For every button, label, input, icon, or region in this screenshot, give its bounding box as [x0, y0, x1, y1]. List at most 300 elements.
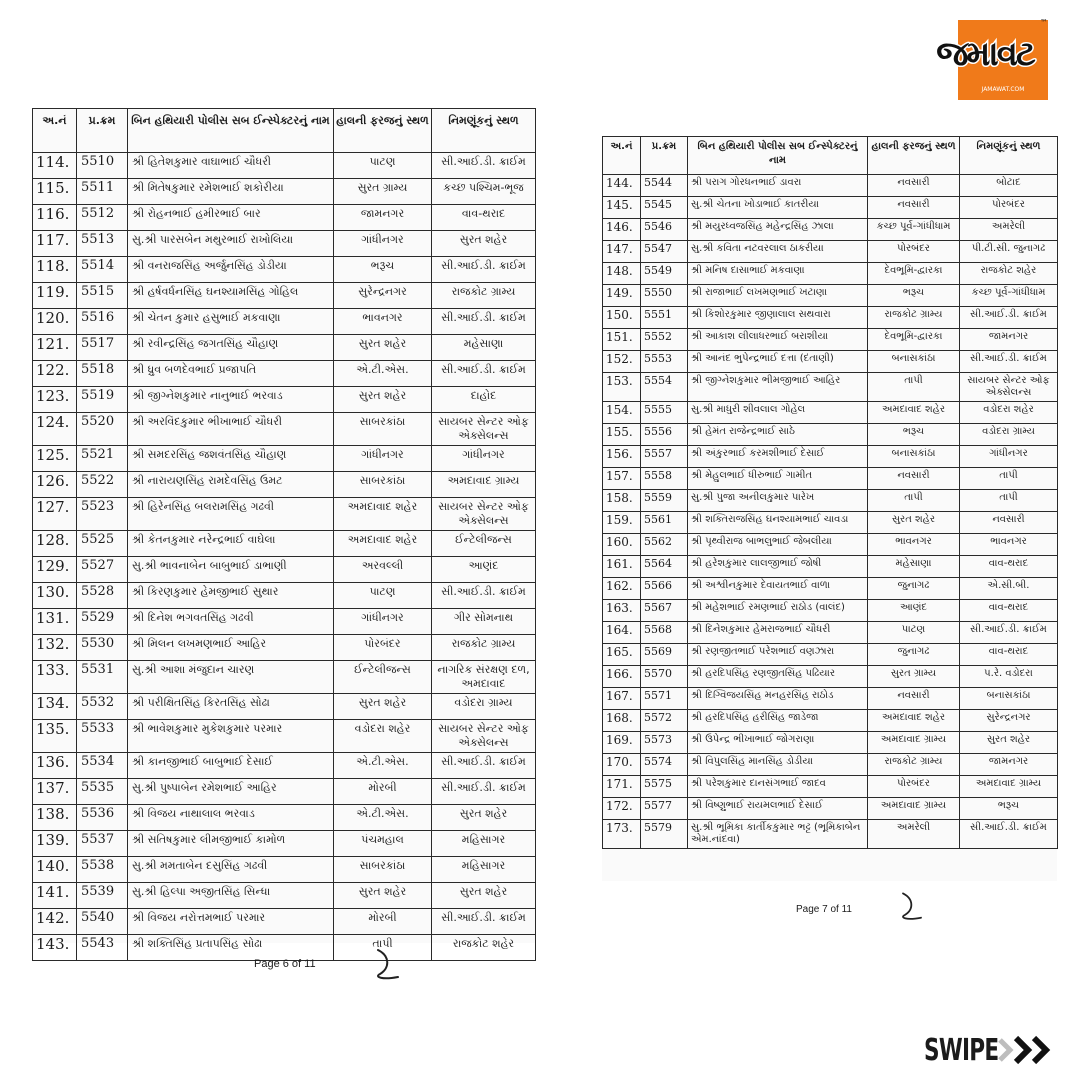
serial-cell: 127. — [33, 498, 77, 531]
order-number-cell: 5538 — [77, 857, 128, 883]
order-number-cell: 5550 — [641, 285, 688, 307]
officer-name-cell: શ્રી હિરેનસિંહ બલરામસિંહ ગઢવી — [128, 498, 334, 531]
order-number-cell: 5575 — [641, 776, 688, 798]
header-current-posting: હાલની ફરજનું સ્થળ — [334, 109, 432, 153]
new-posting-cell: સુરત શહેર — [432, 883, 536, 909]
order-number-cell: 5533 — [77, 720, 128, 753]
table-row — [33, 283, 536, 309]
table-row — [603, 329, 1058, 351]
order-number-cell: 5553 — [641, 351, 688, 373]
new-posting-cell: જામનગર — [960, 329, 1058, 351]
current-posting-cell: અમદાવાદ ગ્રામ્ય — [868, 732, 960, 754]
order-number-cell: 5544 — [641, 175, 688, 197]
serial-cell: 125. — [33, 446, 77, 472]
table-row — [33, 335, 536, 361]
new-posting-cell: સી.આઈ.ડી. ક્રાઈમ — [432, 909, 536, 935]
serial-cell: 160. — [603, 534, 641, 556]
new-posting-cell: ગાંધીનગર — [432, 446, 536, 472]
officer-name-cell: શ્રી અશ્વીનકુમાર દેવાયતભાઈ વાળા — [688, 578, 868, 600]
new-posting-cell: સી.આઈ.ડી. ક્રાઈમ — [432, 753, 536, 779]
officer-name-cell: શ્રી વિજય નાથાલાલ ભરવાડ — [128, 805, 334, 831]
serial-cell: 119. — [33, 283, 77, 309]
order-number-cell: 5528 — [77, 583, 128, 609]
table-row — [603, 219, 1058, 241]
serial-cell: 145. — [603, 197, 641, 219]
new-posting-cell: બનાસકાંઠા — [960, 688, 1058, 710]
serial-cell: 154. — [603, 402, 641, 424]
officer-name-cell: સુ.શ્રી માધુરી શીવલાલ ગોહેલ — [688, 402, 868, 424]
serial-cell: 135. — [33, 720, 77, 753]
table-body-left — [33, 153, 536, 961]
current-posting-cell: નવસારી — [868, 197, 960, 219]
order-number-cell: 5536 — [77, 805, 128, 831]
officer-name-cell: શ્રી પરેશકુમાર દાનસંગભાઈ જાદવ — [688, 776, 868, 798]
current-posting-cell: પાટણ — [868, 622, 960, 644]
current-posting-cell: ગાંધીનગર — [334, 231, 432, 257]
new-posting-cell: ઈન્ટેલીજન્સ — [432, 531, 536, 557]
new-posting-cell: સુરેન્દ્રનગર — [960, 710, 1058, 732]
new-posting-cell: રાજકોટ શહેર — [960, 263, 1058, 285]
serial-cell: 117. — [33, 231, 77, 257]
current-posting-cell: નવસારી — [868, 468, 960, 490]
new-posting-cell: મહિસાગર — [432, 831, 536, 857]
table-row — [603, 307, 1058, 329]
new-posting-cell: સાયબર સેન્ટર ઓફ એક્સેલન્સ — [960, 373, 1058, 402]
officer-name-cell: શ્રી જીગ્નેશકુમાર નાનુભાઈ ભરવાડ — [128, 387, 334, 413]
new-posting-cell: સી.આઈ.ડી. ક્રાઈમ — [960, 820, 1058, 849]
order-number-cell: 5567 — [641, 600, 688, 622]
table-row — [33, 935, 536, 961]
current-posting-cell: ભરૂચ — [868, 424, 960, 446]
current-posting-cell: અમદાવાદ શહેર — [334, 498, 432, 531]
current-posting-cell: સાબરકાંઠા — [334, 857, 432, 883]
new-posting-cell: અમદાવાદ ગ્રામ્ય — [432, 472, 536, 498]
order-number-cell: 5562 — [641, 534, 688, 556]
order-number-cell: 5561 — [641, 512, 688, 534]
officer-name-cell: શ્રી નારાયણસિંહ રામદેવસિંહ ઉમટ — [128, 472, 334, 498]
table-row — [33, 179, 536, 205]
order-number-cell: 5545 — [641, 197, 688, 219]
current-posting-cell: દેવભૂમિ-દ્વારકા — [868, 263, 960, 285]
officer-name-cell: શ્રી રાજાભાઈ લખમણભાઈ ખટાણા — [688, 285, 868, 307]
new-posting-cell: વાવ-થરાદ — [960, 600, 1058, 622]
officer-name-cell: શ્રી પૃથ્વીરાજ બાભલુભાઈ જેબલીયા — [688, 534, 868, 556]
table-row — [603, 732, 1058, 754]
serial-cell: 126. — [33, 472, 77, 498]
officer-name-cell: સુ.શ્રી આશા મંજુદાન ચારણ — [128, 661, 334, 694]
officer-name-cell: સુ.શ્રી કવિતા નટવરલાલ ઠાકરીયા — [688, 241, 868, 263]
officer-name-cell: શ્રી ભાવેશકુમાર મુકેશકુમાર પરમાર — [128, 720, 334, 753]
order-number-cell: 5531 — [77, 661, 128, 694]
table-row — [33, 583, 536, 609]
current-posting-cell: એ.ટી.એસ. — [334, 805, 432, 831]
order-number-cell: 5510 — [77, 153, 128, 179]
table-row — [33, 909, 536, 935]
officer-name-cell: સુ.શ્રી ભાવનાબેન બાબુભાઈ ડાભાણી — [128, 557, 334, 583]
header-current-posting: હાલની ફરજનું સ્થળ — [868, 137, 960, 175]
officer-name-cell: શ્રી રવીન્દ્રસિંહ જગતસિંહ ચૌહાણ — [128, 335, 334, 361]
officer-name-cell: શ્રી વિપુલસિંહ માનસિંહ ડોડીયા — [688, 754, 868, 776]
serial-cell: 120. — [33, 309, 77, 335]
order-number-cell: 5568 — [641, 622, 688, 644]
order-number-cell: 5549 — [641, 263, 688, 285]
serial-cell: 140. — [33, 857, 77, 883]
officer-name-cell: શ્રી દિનેશકુમાર હેમરાજભાઈ ચૌધરી — [688, 622, 868, 644]
officer-name-cell: શ્રી આનંદ ભુપેન્દ્રભાઈ દત્તા (દંતાણી) — [688, 351, 868, 373]
order-number-cell: 5521 — [77, 446, 128, 472]
serial-cell: 130. — [33, 583, 77, 609]
officer-name-cell: શ્રી ચેતન કુમાર હસુભાઈ મકવાણા — [128, 309, 334, 335]
officer-name-cell: શ્રી વનરાજસિંહ અર્જુનસિંહ ડોડીયા — [128, 257, 334, 283]
current-posting-cell: જુનાગઢ — [868, 644, 960, 666]
current-posting-cell: બનાસકાંઠા — [868, 351, 960, 373]
officer-name-cell: શ્રી રણજીતભાઈ પરેશભાઈ વણઝારા — [688, 644, 868, 666]
officer-name-cell: શ્રી દિનેશ ભગવતસિંહ ગઢવી — [128, 609, 334, 635]
new-posting-cell: વડોદરા ગ્રામ્ય — [960, 424, 1058, 446]
new-posting-cell: સી.આઈ.ડી. ક્રાઈમ — [432, 257, 536, 283]
serial-cell: 141. — [33, 883, 77, 909]
new-posting-cell: બોટાદ — [960, 175, 1058, 197]
serial-cell: 137. — [33, 779, 77, 805]
table-row — [603, 600, 1058, 622]
transfer-table-right — [602, 136, 1058, 849]
serial-cell: 115. — [33, 179, 77, 205]
new-posting-cell: તાપી — [960, 490, 1058, 512]
current-posting-cell: ભરૂચ — [868, 285, 960, 307]
current-posting-cell: સુરેન્દ્રનગર — [334, 283, 432, 309]
current-posting-cell: અમદાવાદ શહેર — [868, 402, 960, 424]
order-number-cell: 5513 — [77, 231, 128, 257]
new-posting-cell: નવસારી — [960, 512, 1058, 534]
current-posting-cell: પાટણ — [334, 583, 432, 609]
serial-cell: 123. — [33, 387, 77, 413]
current-posting-cell: તાપી — [334, 935, 432, 961]
serial-cell: 128. — [33, 531, 77, 557]
order-number-cell: 5569 — [641, 644, 688, 666]
table-row — [603, 710, 1058, 732]
serial-cell: 131. — [33, 609, 77, 635]
order-number-cell: 5554 — [641, 373, 688, 402]
serial-cell: 136. — [33, 753, 77, 779]
table-row — [603, 512, 1058, 534]
table-row — [603, 446, 1058, 468]
table-row — [603, 175, 1058, 197]
current-posting-cell: જામનગર — [334, 205, 432, 231]
current-posting-cell: દેવભૂમિ-દ્વારકા — [868, 329, 960, 351]
current-posting-cell: મહેસાણા — [868, 556, 960, 578]
new-posting-cell: સુરત શહેર — [432, 805, 536, 831]
new-posting-cell: સી.આઈ.ડી. ક્રાઈમ — [432, 779, 536, 805]
header-officer-name: બિન હથિયારી પોલીસ સબ ઈન્સ્પેક્ટરનું નામ — [688, 137, 868, 175]
order-number-cell: 5559 — [641, 490, 688, 512]
header-order-number: પ્ર.ક્રમ — [641, 137, 688, 175]
new-posting-cell: કચ્છ પૂર્વ-ગાંધીધામ — [960, 285, 1058, 307]
serial-cell: 167. — [603, 688, 641, 710]
swipe-indicator[interactable] — [924, 1030, 1054, 1070]
current-posting-cell: રાજકોટ ગ્રામ્ય — [868, 307, 960, 329]
serial-cell: 153. — [603, 373, 641, 402]
table-row — [603, 754, 1058, 776]
officer-name-cell: શ્રી ઉપેન્દ્ર ભીખાભાઈ જોગરાણા — [688, 732, 868, 754]
table-row — [603, 285, 1058, 307]
order-number-cell: 5512 — [77, 205, 128, 231]
current-posting-cell: તાપી — [868, 490, 960, 512]
current-posting-cell: રાજકોટ ગ્રામ્ય — [868, 754, 960, 776]
officer-name-cell: શ્રી રોહનભાઈ હમીરભાઈ બાર — [128, 205, 334, 231]
serial-cell: 150. — [603, 307, 641, 329]
trademark-symbol: ™ — [1040, 18, 1048, 27]
serial-cell: 166. — [603, 666, 641, 688]
new-posting-cell: પોરબંદર — [960, 197, 1058, 219]
table-row — [33, 883, 536, 909]
officer-name-cell: શ્રી પરીક્ષિતસિંહ કિરતસિંહ સોઢા — [128, 694, 334, 720]
new-posting-cell: ગીર સોમનાથ — [432, 609, 536, 635]
officer-name-cell: શ્રી હિતેશકુમાર વાઘાભાઈ ચૌધરી — [128, 153, 334, 179]
order-number-cell: 5523 — [77, 498, 128, 531]
officer-name-cell: સુ.શ્રી પુજા અનીલકુમાર પારેખ — [688, 490, 868, 512]
header-officer-name: બિન હથિયારી પોલીસ સબ ઈન્સ્પેક્ટરનું નામ — [128, 109, 334, 153]
current-posting-cell: વડોદરા શહેર — [334, 720, 432, 753]
officer-name-cell: શ્રી કેતનકુમાર નરેન્દ્રભાઈ વાઘેલા — [128, 531, 334, 557]
officer-name-cell: શ્રી મયુરધ્વજસિંહ મહેન્દ્રસિંહ ઝાલા — [688, 219, 868, 241]
officer-name-cell: શ્રી હરદિપસિંહ હરીસિંહ જાડેજા — [688, 710, 868, 732]
officer-name-cell: શ્રી કિશોરકુમાર જીણાલાલ સથવારા — [688, 307, 868, 329]
new-posting-cell: રાજકોટ ગ્રામ્ય — [432, 635, 536, 661]
order-number-cell: 5579 — [641, 820, 688, 849]
order-number-cell: 5577 — [641, 798, 688, 820]
officer-name-cell: સુ.શ્રી મમતાબેન દસુસિંહ ગઢવી — [128, 857, 334, 883]
order-number-cell: 5564 — [641, 556, 688, 578]
serial-cell: 158. — [603, 490, 641, 512]
current-posting-cell: બનાસકાંઠા — [868, 446, 960, 468]
order-number-cell: 5511 — [77, 179, 128, 205]
officer-name-cell: શ્રી હરદિપસિંહ રણજીતસિંહ પઢિયાર — [688, 666, 868, 688]
serial-cell: 138. — [33, 805, 77, 831]
current-posting-cell: નવસારી — [868, 688, 960, 710]
new-posting-cell: કચ્છ પશ્ચિમ-ભૂજ — [432, 179, 536, 205]
table-row — [603, 424, 1058, 446]
officer-name-cell: સુ.શ્રી ભૂમિકા કાર્તીકકુમાર ભટ્ટ (ભૂમિકાબેન એમ.નાંદવા) — [688, 820, 868, 849]
table-row — [603, 241, 1058, 263]
table-row — [603, 263, 1058, 285]
new-posting-cell: સી.આઈ.ડી. ક્રાઈમ — [432, 583, 536, 609]
table-row — [33, 779, 536, 805]
officer-name-cell: સુ.શ્રી પુષ્પાબેન રમેશભાઈ આહિર — [128, 779, 334, 805]
serial-cell: 169. — [603, 732, 641, 754]
officer-name-cell: શ્રી દિગ્વિજયસિંહ મનહરસિંહ રાઠોડ — [688, 688, 868, 710]
table-row — [33, 498, 536, 531]
officer-name-cell: સુ.શ્રી પારસબેન મથુરભાઈ રાખોલિયા — [128, 231, 334, 257]
swipe-label: SWIPE — [924, 1032, 999, 1068]
new-posting-cell: ભાવનગર — [960, 534, 1058, 556]
new-posting-cell: સી.આઈ.ડી. ક્રાઈમ — [432, 361, 536, 387]
officer-name-cell: શ્રી અંકુરભાઈ કરમશીભાઈ દેસાઈ — [688, 446, 868, 468]
order-number-cell: 5532 — [77, 694, 128, 720]
order-number-cell: 5522 — [77, 472, 128, 498]
table-row — [603, 402, 1058, 424]
serial-cell: 143. — [33, 935, 77, 961]
serial-cell: 148. — [603, 263, 641, 285]
header-new-posting: નિમણૂંકનું સ્થળ — [432, 109, 536, 153]
current-posting-cell: અરવલ્લી — [334, 557, 432, 583]
order-number-cell: 5555 — [641, 402, 688, 424]
officer-name-cell: સુ.શ્રી હિલ્પા અજીતસિંહ સિન્ધા — [128, 883, 334, 909]
officer-name-cell: શ્રી આકાશ લીલાધરભાઈ બરાશીયા — [688, 329, 868, 351]
current-posting-cell: સુરત ગ્રામ્ય — [334, 179, 432, 205]
new-posting-cell: વાવ-થરાદ — [960, 556, 1058, 578]
order-number-cell: 5557 — [641, 446, 688, 468]
current-posting-cell: પોરબંદર — [868, 776, 960, 798]
header-serial: અ.નં — [603, 137, 641, 175]
current-posting-cell: ભાવનગર — [334, 309, 432, 335]
table-row — [603, 578, 1058, 600]
document-page-6 — [32, 108, 535, 970]
order-number-cell: 5558 — [641, 468, 688, 490]
current-posting-cell: અમદાવાદ ગ્રામ્ય — [868, 798, 960, 820]
page-number: Page 6 of 11 — [254, 958, 316, 970]
current-posting-cell: ગાંધીનગર — [334, 609, 432, 635]
new-posting-cell: સી.આઈ.ડી. ક્રાઈમ — [960, 307, 1058, 329]
logo-url: JAMAWAT.COM — [981, 86, 1025, 93]
order-number-cell: 5519 — [77, 387, 128, 413]
table-row — [33, 857, 536, 883]
current-posting-cell: ભાવનગર — [868, 534, 960, 556]
officer-name-cell: શ્રી શક્તિસિંહ પ્રતાપસિંહ સોઢા — [128, 935, 334, 961]
serial-cell: 156. — [603, 446, 641, 468]
new-posting-cell: સી.આઈ.ડી. ક્રાઈમ — [960, 351, 1058, 373]
current-posting-cell: અમદાવાદ શહેર — [334, 531, 432, 557]
new-posting-cell: પ.રે. વડોદરા — [960, 666, 1058, 688]
table-row — [33, 387, 536, 413]
table-row — [603, 468, 1058, 490]
officer-name-cell: શ્રી મેહુલભાઈ ધીરુભાઈ ગામીત — [688, 468, 868, 490]
new-posting-cell: સી.આઈ.ડી. ક્રાઈમ — [432, 309, 536, 335]
table-row — [33, 531, 536, 557]
new-posting-cell: તાપી — [960, 468, 1058, 490]
order-number-cell: 5525 — [77, 531, 128, 557]
current-posting-cell: સુરત શહેર — [334, 387, 432, 413]
serial-cell: 165. — [603, 644, 641, 666]
table-row — [603, 197, 1058, 219]
current-posting-cell: મોરબી — [334, 909, 432, 935]
current-posting-cell: સાબરકાંઠા — [334, 472, 432, 498]
serial-cell: 157. — [603, 468, 641, 490]
order-number-cell: 5529 — [77, 609, 128, 635]
new-posting-cell: અમરેલી — [960, 219, 1058, 241]
officer-name-cell: શ્રી પરાગ ગોરધનભાઈ ડાવરા — [688, 175, 868, 197]
order-number-cell: 5535 — [77, 779, 128, 805]
new-posting-cell: સાયબર સેન્ટર ઓફ એક્સેલન્સ — [432, 413, 536, 446]
current-posting-cell: સુરત શહેર — [868, 512, 960, 534]
officer-name-cell: શ્રી શક્તિરાજસિંહ ઘનશ્યામભાઈ ચાવડા — [688, 512, 868, 534]
brand-logo — [922, 20, 1048, 100]
table-row — [33, 413, 536, 446]
table-header-row — [603, 137, 1058, 175]
officer-name-cell: શ્રી મિતેષકુમાર રમેશભાઈ શકોરીયા — [128, 179, 334, 205]
serial-cell: 170. — [603, 754, 641, 776]
order-number-cell: 5518 — [77, 361, 128, 387]
new-posting-cell: રાજકોટ શહેર — [432, 935, 536, 961]
new-posting-cell: સુરત શહેર — [960, 732, 1058, 754]
new-posting-cell: વડોદરા શહેર — [960, 402, 1058, 424]
new-posting-cell: વાવ-થરાદ — [432, 205, 536, 231]
current-posting-cell: અમરેલી — [868, 820, 960, 849]
order-number-cell: 5537 — [77, 831, 128, 857]
officer-name-cell: શ્રી વિષ્ણુભાઈ રાયમલભાઈ દેસાઈ — [688, 798, 868, 820]
serial-cell: 172. — [603, 798, 641, 820]
new-posting-cell: એ.સી.બી. — [960, 578, 1058, 600]
table-row — [33, 361, 536, 387]
current-posting-cell: કચ્છ પૂર્વ-ગાંધીધામ — [868, 219, 960, 241]
new-posting-cell: પી.ટી.સી. જુનાગઢ — [960, 241, 1058, 263]
table-row — [33, 257, 536, 283]
table-row — [603, 622, 1058, 644]
order-number-cell: 5570 — [641, 666, 688, 688]
officer-name-cell: શ્રી મિલન લખમણભાઈ આહિર — [128, 635, 334, 661]
current-posting-cell: ગાંધીનગર — [334, 446, 432, 472]
serial-cell: 122. — [33, 361, 77, 387]
officer-name-cell: શ્રી હરેશકુમાર લાલજીભાઈ જોષી — [688, 556, 868, 578]
officer-name-cell: શ્રી સતિષકુમાર લીમજીભાઈ કામોળ — [128, 831, 334, 857]
order-number-cell: 5534 — [77, 753, 128, 779]
new-posting-cell: સી.આઈ.ડી. ક્રાઈમ — [960, 622, 1058, 644]
table-row — [603, 798, 1058, 820]
current-posting-cell: પોરબંદર — [868, 241, 960, 263]
table-row — [603, 556, 1058, 578]
table-row — [33, 694, 536, 720]
officer-name-cell: શ્રી કાનજીભાઈ બાબુભાઈ દેસાઈ — [128, 753, 334, 779]
table-row — [33, 831, 536, 857]
order-number-cell: 5571 — [641, 688, 688, 710]
current-posting-cell: સુરત શહેર — [334, 335, 432, 361]
order-number-cell: 5540 — [77, 909, 128, 935]
serial-cell: 162. — [603, 578, 641, 600]
serial-cell: 163. — [603, 600, 641, 622]
serial-cell: 142. — [33, 909, 77, 935]
new-posting-cell: ગાંધીનગર — [960, 446, 1058, 468]
table-row — [33, 805, 536, 831]
current-posting-cell: જુનાગઢ — [868, 578, 960, 600]
serial-cell: 159. — [603, 512, 641, 534]
table-row — [33, 661, 536, 694]
current-posting-cell: સુરત ગ્રામ્ય — [868, 666, 960, 688]
table-row — [33, 753, 536, 779]
table-row — [33, 205, 536, 231]
transfer-table-left — [32, 108, 536, 961]
current-posting-cell: સુરત શહેર — [334, 694, 432, 720]
table-row — [603, 776, 1058, 798]
serial-cell: 118. — [33, 257, 77, 283]
order-number-cell: 5566 — [641, 578, 688, 600]
signature-mark — [894, 888, 930, 924]
serial-cell: 151. — [603, 329, 641, 351]
table-row — [603, 490, 1058, 512]
officer-name-cell: શ્રી મનિષ દાસાભાઈ મકવાણા — [688, 263, 868, 285]
officer-name-cell: શ્રી ધ્રુવ બળદેવભાઈ પ્રજાપતિ — [128, 361, 334, 387]
serial-cell: 149. — [603, 285, 641, 307]
current-posting-cell: પોરબંદર — [334, 635, 432, 661]
officer-name-cell: શ્રી અરવિંદકુમાર ભીખાભાઈ ચૌધરી — [128, 413, 334, 446]
serial-cell: 139. — [33, 831, 77, 857]
serial-cell: 152. — [603, 351, 641, 373]
table-row — [33, 720, 536, 753]
serial-cell: 164. — [603, 622, 641, 644]
serial-cell: 146. — [603, 219, 641, 241]
serial-cell: 114. — [33, 153, 77, 179]
current-posting-cell: સુરત શહેર — [334, 883, 432, 909]
order-number-cell: 5530 — [77, 635, 128, 661]
page-number: Page 7 of 11 — [796, 904, 852, 915]
